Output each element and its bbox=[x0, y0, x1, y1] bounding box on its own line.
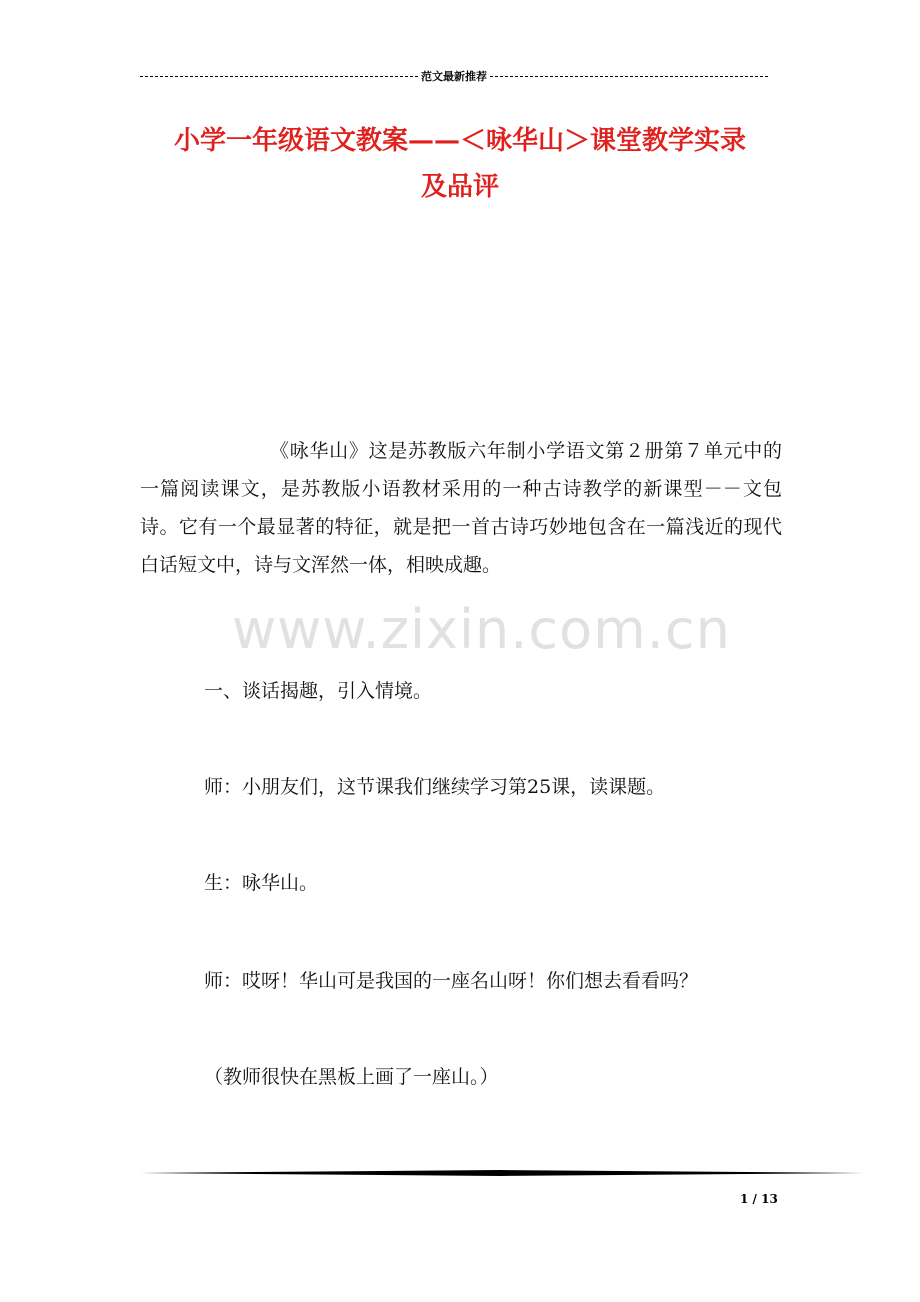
document-title bbox=[130, 118, 790, 210]
dialogue-line: 师：小朋友们，这节课我们继续学习第25课，读课题。 bbox=[204, 776, 666, 798]
dialogue-line: 师：哎呀！华山可是我国的一座名山呀！你们想去看看吗？ bbox=[204, 970, 699, 992]
header-dash-right bbox=[490, 76, 768, 77]
page-number: 1 / 13 bbox=[740, 1192, 778, 1206]
title-line-1: 小学一年级语文教案——＜咏华山＞课堂教学实录 bbox=[173, 126, 746, 156]
header-label: 范文最新推荐 bbox=[421, 70, 487, 83]
dialogue-line: 生：咏华山。 bbox=[204, 872, 319, 894]
watermark: www.zixin.com.cn bbox=[232, 598, 731, 661]
stage-direction: （教师很快在黑板上画了一座山。） bbox=[204, 1066, 499, 1088]
footer-divider bbox=[140, 1164, 864, 1182]
intro-paragraph: 《咏华山》这是苏教版六年制小学语文第２册第７单元中的一篇阅读课文，是苏教版小语教材采用的一种古诗教学的新课型－－文包诗。它有一个最显著的特征，就是把一首古诗巧妙地包含在一篇浅近的现代白话短文中，诗与文浑然一体，相映成趣。 bbox=[140, 440, 782, 576]
section-heading: 一、谈话揭趣，引入情境。 bbox=[204, 680, 433, 702]
header-rule bbox=[140, 66, 768, 86]
header-dash-left bbox=[140, 76, 418, 77]
title-line-2: 及品评 bbox=[420, 172, 499, 202]
